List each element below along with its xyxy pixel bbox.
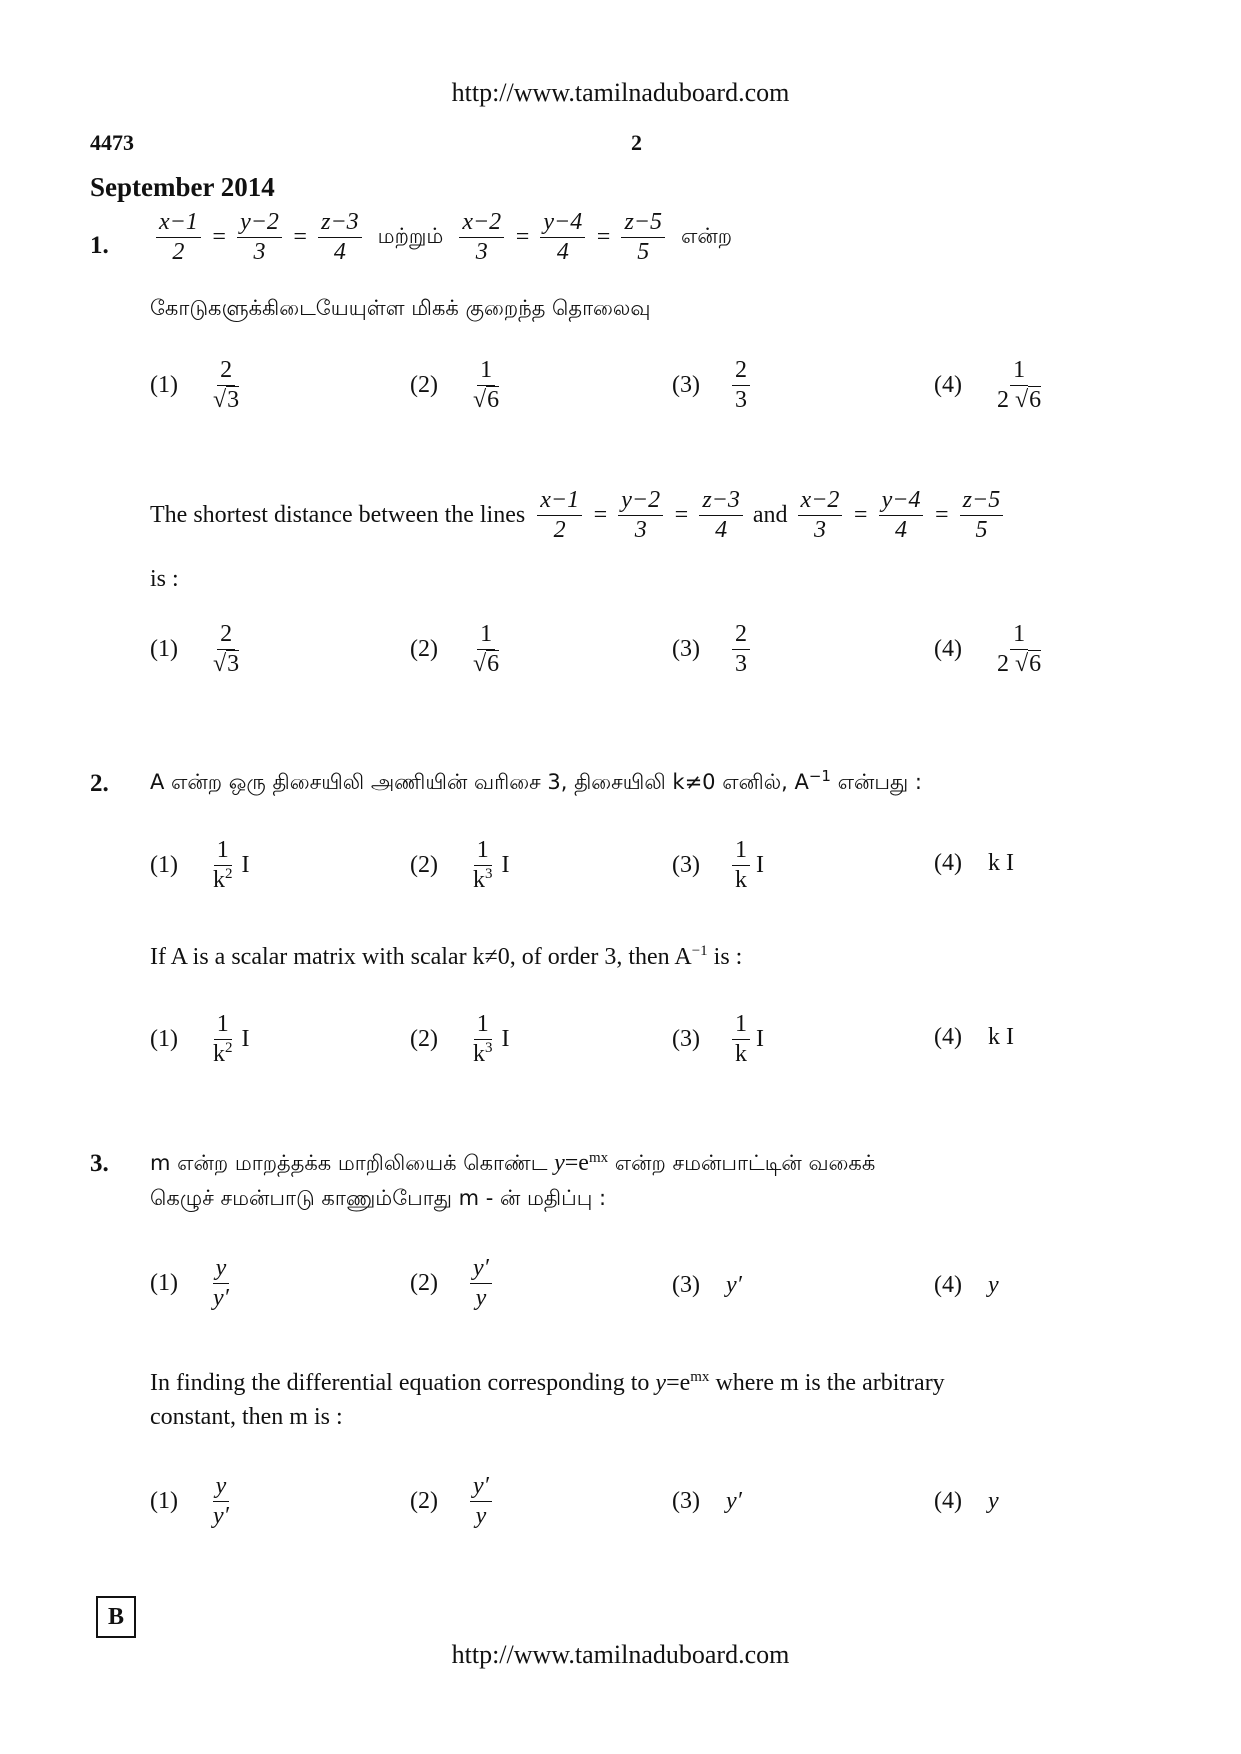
q3-en-line1: In finding the differential equation corresponding to $y=e^{mx}$ where m is the arbitrary bbox=[150, 1369, 945, 1396]
q2-ta-option-2: (2) $\frac{1}{k^3}$ I bbox=[410, 837, 510, 894]
q2-ta-option-3: (3) $\frac{1}{k}$ I bbox=[672, 837, 764, 894]
session-title: September 2014 bbox=[90, 172, 275, 202]
q2-number: 2. bbox=[90, 770, 109, 797]
q1-en-text: The shortest distance between the lines $\frac{x-1}{2}$ = $\frac{y-2}{3}$ = $\frac{z-3}{4}$ and $\frac{x-2}{3}$ = $\frac{y-4}{4}$ = $\frac{z-5}{5}$ bbox=[150, 488, 1009, 543]
q3-ta-option-1: (1) $\frac{y}{y'}$ bbox=[150, 1255, 229, 1312]
q1-ta-and: மற்றும் bbox=[377, 224, 444, 249]
q3-en-line2: constant, then m is : bbox=[150, 1404, 343, 1430]
frac: $\frac{x-1}{2}$ bbox=[156, 210, 201, 265]
q1-ta-option-2: (2) $\frac{1}{√6}$ bbox=[410, 357, 500, 414]
frac: $\frac{y-2}{3}$ bbox=[237, 210, 282, 265]
q1-en-option-4: (4) $\frac{1}{2 √6}$ bbox=[934, 621, 1042, 678]
frac: $\frac{z-3}{4}$ bbox=[318, 210, 362, 265]
footer-url: http://www.tamilnaduboard.com bbox=[451, 1640, 790, 1669]
q3-number: 3. bbox=[90, 1150, 109, 1177]
frac: $\frac{y-4}{4}$ bbox=[540, 210, 585, 265]
q2-en-option-1: (1) $\frac{1}{k^2}$ I bbox=[150, 1011, 250, 1068]
q3-ta-option-3: (3) y′ bbox=[672, 1272, 742, 1298]
header-url: http://www.tamilnaduboard.com bbox=[451, 78, 790, 107]
q3-en-option-1: (1) $\frac{y}{y'}$ bbox=[150, 1473, 229, 1530]
q2-en-option-4: (4) k I bbox=[934, 1024, 1014, 1050]
q2-en-text: If A is a scalar matrix with scalar k≠0, of order 3, then $A^{-1}$ is : bbox=[150, 943, 743, 970]
q3-en-option-2: (2) $\frac{y'}{y}$ bbox=[410, 1474, 498, 1529]
paper-code: 4473 bbox=[90, 130, 134, 155]
q1-number: 1. bbox=[90, 232, 109, 259]
q1-ta-enra: என்ற bbox=[681, 224, 733, 249]
q1-ta-option-4: (4) $\frac{1}{2 √6}$ bbox=[934, 357, 1042, 414]
q3-ta-option-2: (2) $\frac{y'}{y}$ bbox=[410, 1256, 498, 1311]
q1-ta-option-1: (1) $\frac{2}{√3}$ bbox=[150, 357, 240, 414]
q2-en-option-3: (3) $\frac{1}{k}$ I bbox=[672, 1011, 764, 1068]
q2-ta-text: A என்ற ஒரு திசையிலி அணியின் வரிசை 3, திசையிலி k≠0 எனில், $A^{-1}$ என்பது : bbox=[150, 767, 922, 794]
q2-en-option-2: (2) $\frac{1}{k^3}$ I bbox=[410, 1011, 510, 1068]
q1-ta-line2: கோடுகளுக்கிடையேயுள்ள மிகக் குறைந்த தொலைவு bbox=[150, 296, 651, 320]
q3-ta-line2: கெழுச் சமன்பாடு காணும்போது m - ன் மதிப்பு : bbox=[150, 1186, 607, 1210]
q2-ta-option-1: (1) $\frac{1}{k^2}$ I bbox=[150, 837, 250, 894]
booklet-letter-box: B bbox=[96, 1596, 136, 1638]
q1-ta-equation: $\frac{x-1}{2}$ = $\frac{y-2}{3}$ = $\frac{z-3}{4}$ மற்றும் $\frac{x-2}{3}$ = $\frac{y-4}{4}$ = $\frac{z-5}{5}$ என்ற bbox=[150, 210, 732, 265]
page-number: 2 bbox=[631, 130, 642, 155]
q1-en-option-2: (2) $\frac{1}{√6}$ bbox=[410, 621, 500, 678]
q3-en-option-4: (4) y bbox=[934, 1488, 999, 1514]
frac: $\frac{z-5}{5}$ bbox=[621, 210, 665, 265]
q1-ta-option-3: (3) $\frac{2}{3}$ bbox=[672, 358, 756, 413]
q1-en-is: is : bbox=[150, 566, 179, 592]
q1-en-option-3: (3) $\frac{2}{3}$ bbox=[672, 622, 756, 677]
q3-ta-option-4: (4) y bbox=[934, 1272, 999, 1298]
q3-ta-line1: m என்ற மாறத்தக்க மாறிலியைக் கொண்ட $y=e^{mx}$ என்ற சமன்பாட்டின் வகைக் bbox=[150, 1150, 876, 1176]
q1-en-option-1: (1) $\frac{2}{√3}$ bbox=[150, 621, 240, 678]
frac: $\frac{x-2}{3}$ bbox=[459, 210, 504, 265]
q2-ta-option-4: (4) k I bbox=[934, 850, 1014, 876]
q3-en-option-3: (3) y′ bbox=[672, 1488, 742, 1514]
